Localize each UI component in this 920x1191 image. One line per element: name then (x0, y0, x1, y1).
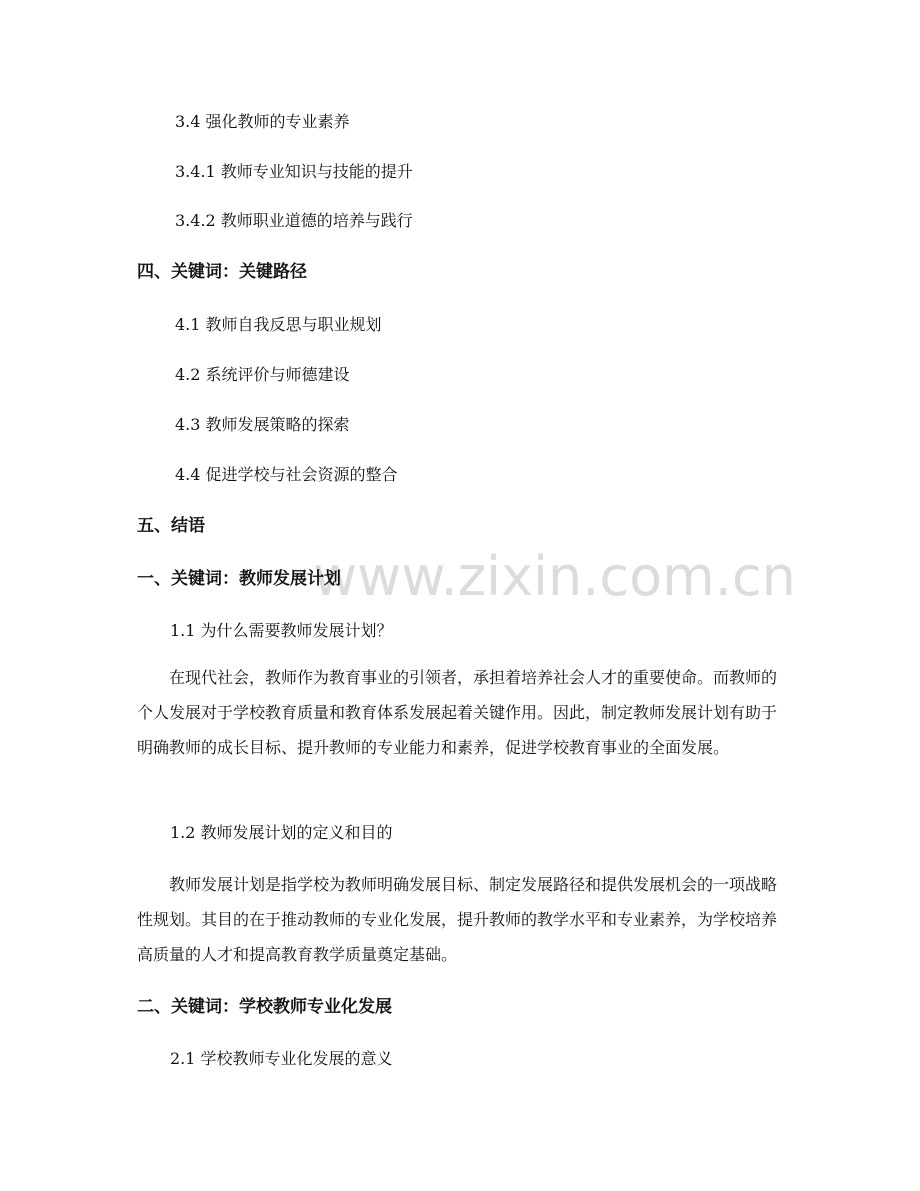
paragraph-1: 在现代社会，教师作为教育事业的引领者，承担着培养社会人才的重要使命。而教师的个人发展对于学校教育质量和教育体系发展起着关键作用。因此，制定教师发展计划有助于明确教师的成长目标、提升教师的专业能力和素养，促进学校教育事业的全面发展。 (137, 668, 778, 757)
subsection-2-1: 2.1 学校教师专业化发展的意义 (170, 1049, 393, 1068)
subsection-3-4: 3.4 强化教师的专业素养 (175, 112, 350, 131)
subsection-4-3: 4.3 教师发展策略的探索 (175, 415, 350, 434)
section-heading-2: 二、关键词：学校教师专业化发展 (137, 997, 392, 1017)
paragraph-2: 教师发展计划是指学校为教师明确发展目标、制定发展路径和提供发展机会的一项战略性规划。其目的在于推动教师的专业化发展，提升教师的教学水平和专业素养，为学校培养高质量的人才和提高教育教学质量奠定基础。 (137, 875, 778, 964)
subsection-1-1: 1.1 为什么需要教师发展计划？ (170, 621, 393, 640)
subsection-4-4: 4.4 促进学校与社会资源的整合 (175, 465, 398, 484)
subsection-1-2: 1.2 教师发展计划的定义和目的 (170, 823, 393, 842)
subsection-3-4-2: 3.4.2 教师职业道德的培养与践行 (175, 211, 413, 230)
subsection-4-2: 4.2 系统评价与师德建设 (175, 365, 350, 384)
section-heading-5: 五、结语 (137, 516, 205, 536)
subsection-4-1: 4.1 教师自我反思与职业规划 (175, 315, 382, 334)
watermark: www.zixin.com.cn (313, 545, 796, 608)
section-heading-1: 一、关键词：教师发展计划 (137, 569, 341, 589)
section-heading-4: 四、关键词：关键路径 (137, 262, 307, 282)
subsection-3-4-1: 3.4.1 教师专业知识与技能的提升 (175, 162, 413, 181)
